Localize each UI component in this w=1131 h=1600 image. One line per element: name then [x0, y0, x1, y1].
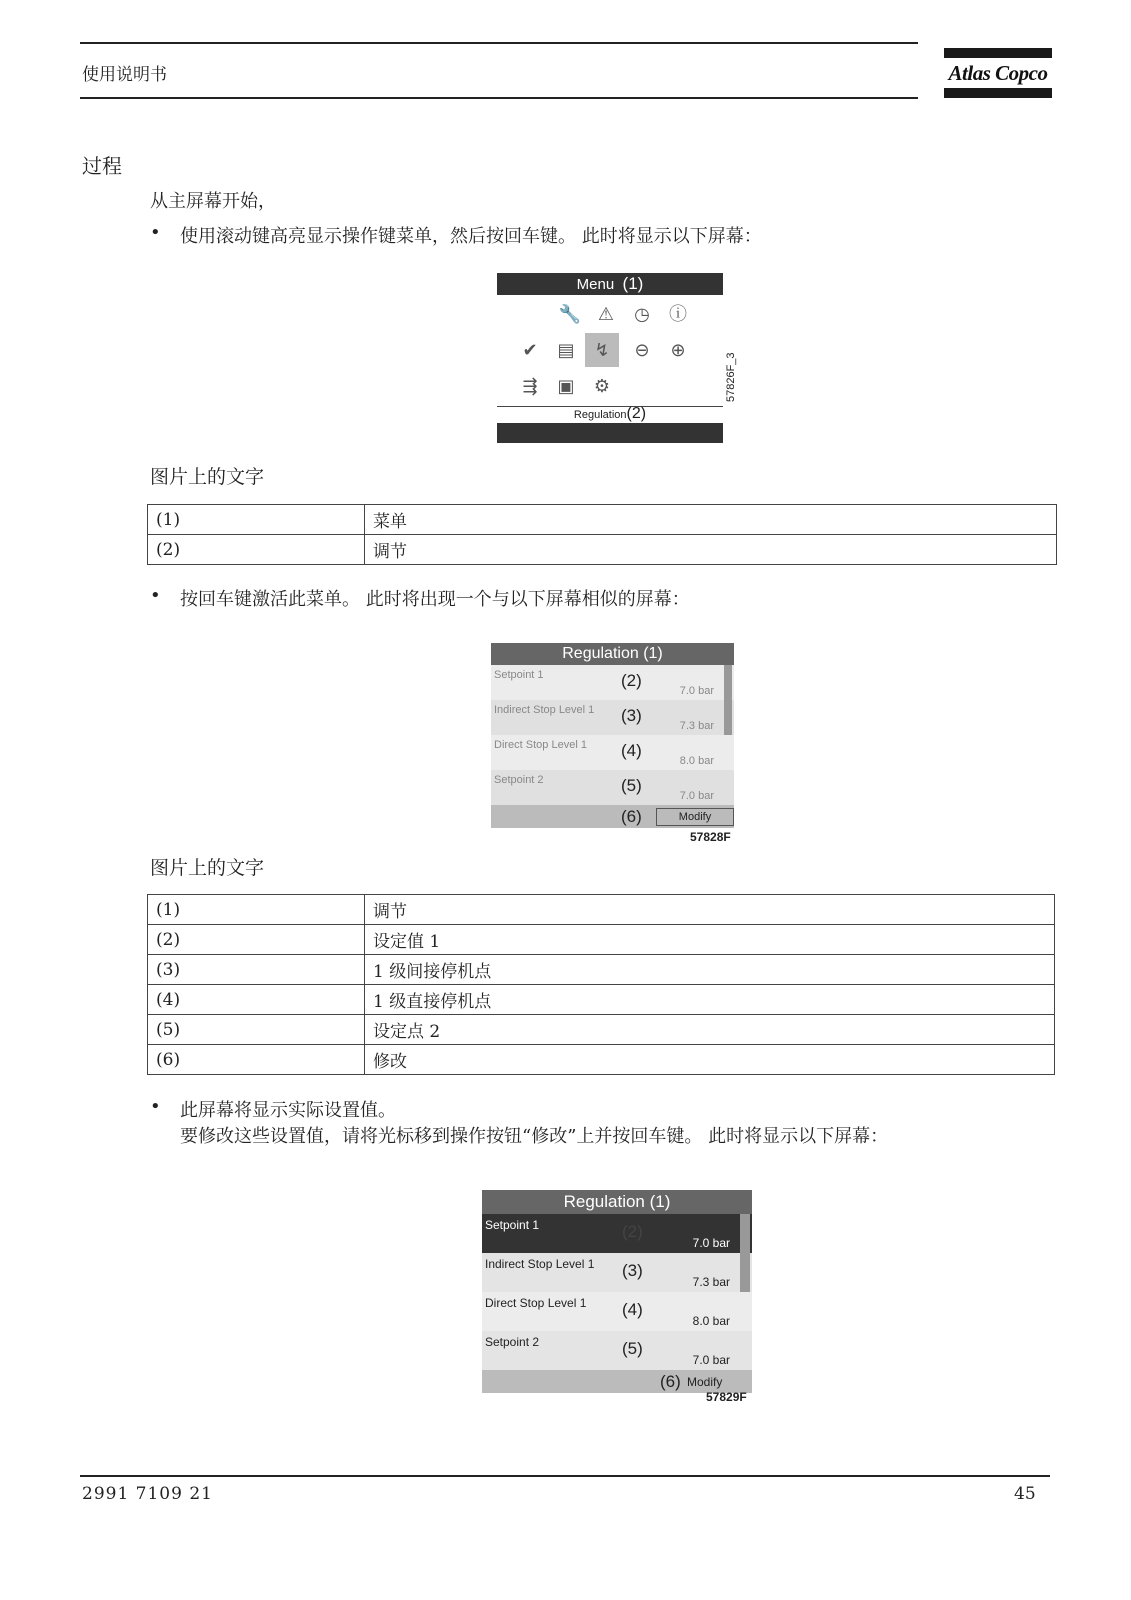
legend-table-1 — [147, 504, 1057, 565]
page-number: 45 — [1014, 1484, 1036, 1504]
menu-screen-footer: Regulation(2) — [497, 406, 723, 420]
header-bottom-rule — [80, 97, 918, 99]
list-item: Direct Stop Level 1 (4) 8.0 bar — [482, 1292, 752, 1331]
list-item: Setpoint 1 (2) 7.0 bar — [494, 669, 714, 697]
menu-screen — [497, 273, 723, 443]
document-number: 2991 7109 21 — [82, 1484, 213, 1504]
scrollbar — [724, 665, 732, 735]
list-item: Setpoint 2 (5) 7.0 bar — [485, 1335, 730, 1367]
action-bar: (6) Modify — [482, 1370, 752, 1393]
document-title: 使用说明书 — [82, 65, 167, 85]
list-item: Direct Stop Level 1 (4) 8.0 bar — [494, 739, 714, 767]
regulation-icon: ↯ — [585, 333, 619, 367]
footer-rule — [80, 1475, 1050, 1477]
figure-id: 57828F — [690, 830, 731, 844]
section-title: 过程 — [82, 154, 122, 178]
table-row: (1) 调节 — [148, 895, 1055, 925]
regulation-screen-2 — [482, 1190, 752, 1391]
wrench-icon: 🔧 — [558, 304, 582, 324]
settings-gear-icon: ⚙ — [593, 376, 611, 396]
input-output-icon: ⇶ — [522, 376, 538, 396]
caption-2: 图片上的文字 — [150, 857, 265, 879]
modify-button: Modify — [656, 808, 734, 826]
caption-1: 图片上的文字 — [150, 466, 265, 488]
regulation-title: Regulation (1) — [482, 1190, 752, 1214]
atlas-copco-logo: Atlas Copco — [944, 48, 1052, 98]
list-item: Indirect Stop Level 1 (3) 7.3 bar — [491, 700, 734, 735]
regulation-screen-1 — [491, 643, 734, 828]
warning-icon: ⚠ — [597, 304, 615, 324]
refresh-icon: ⊕ — [670, 340, 686, 360]
figure-id: 57829F — [706, 1390, 747, 1404]
counter-icon: ▤ — [557, 340, 575, 360]
menu-screen-title: Menu (1) — [497, 273, 723, 295]
action-bar: (6) Modify — [491, 805, 734, 828]
modify-button: Modify — [687, 1375, 723, 1389]
table-row: (1) 菜单 — [148, 505, 1057, 535]
figure-id: 57826F_3 — [725, 352, 737, 402]
table-row: (2) 调节 — [148, 535, 1057, 565]
legend-table-2 — [147, 894, 1055, 1075]
header-top-rule — [80, 42, 918, 44]
list-item: Setpoint 2 (5) 7.0 bar — [491, 770, 734, 805]
table-row: (6) 修改 — [148, 1045, 1055, 1075]
table-row: (5) 设定点 2 — [148, 1015, 1055, 1045]
table-row: (3) 1 级间接停机点 — [148, 955, 1055, 985]
list-item: Indirect Stop Level 1 (3) 7.3 bar — [485, 1257, 730, 1289]
clock-icon: ◷ — [634, 304, 650, 324]
list-item-selected: Setpoint 1 (2) 7.0 bar — [482, 1214, 752, 1253]
table-row: (4) 1 级直接停机点 — [148, 985, 1055, 1015]
info-icon: ⓘ — [669, 304, 687, 324]
table-row: (2) 设定值 1 — [148, 925, 1055, 955]
scrollbar — [740, 1214, 750, 1292]
save-icon: ▣ — [557, 376, 575, 396]
intro-text: 从主屏幕开始， — [150, 191, 276, 212]
check-icon: ✔ — [522, 340, 538, 360]
timer-icon: ⊖ — [634, 340, 650, 360]
regulation-title: Regulation (1) — [491, 643, 734, 665]
